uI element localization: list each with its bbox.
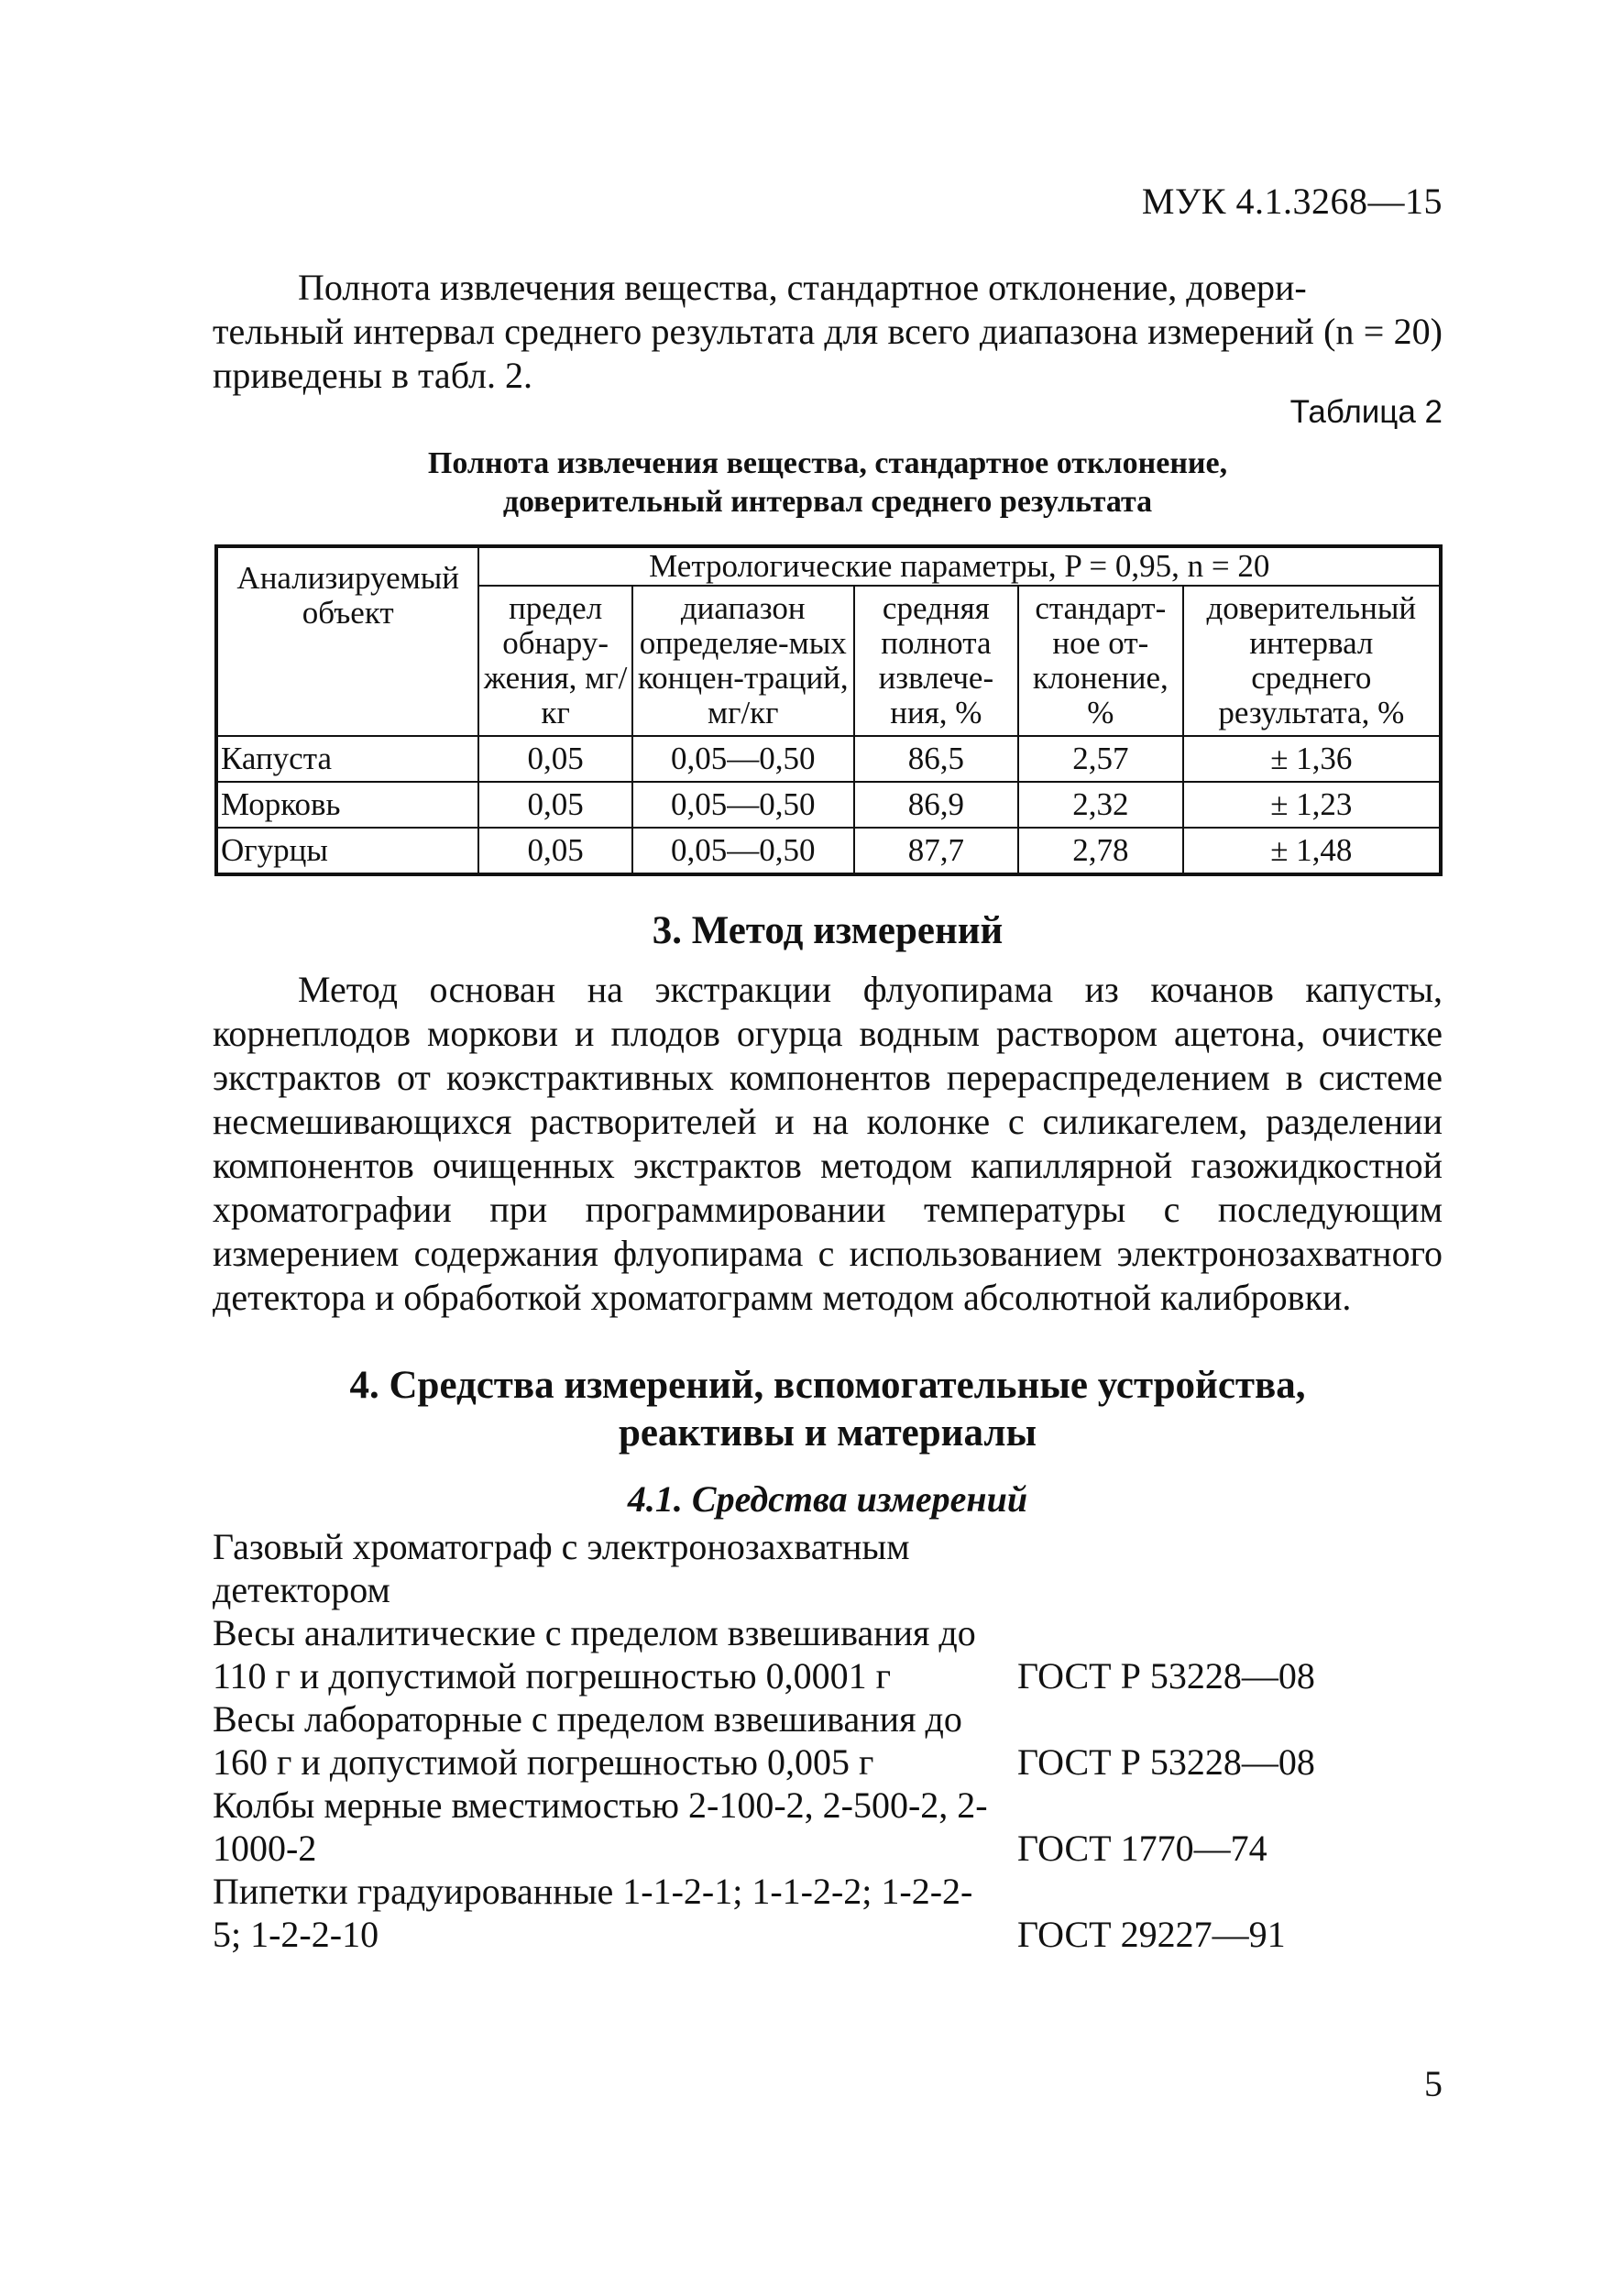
table-caption-line1: Полнота извлечения вещества, стандартное отклонение, <box>427 446 1228 480</box>
table-cell: 0,05—0,50 <box>632 782 854 828</box>
intro-first-line: Полнота извлечения вещества, стандартное отклонение, довери- <box>298 267 1307 308</box>
equipment-name: Весы аналитические с пределом взвешивания до 110 г и допустимой погрешностью 0,0001 г <box>213 1612 976 1697</box>
list-item <box>213 1525 1443 1611</box>
table-header-row <box>216 546 1441 586</box>
equipment-standard: ГОСТ 29227—91 <box>1017 1914 1286 1955</box>
table-cell: 0,05 <box>478 736 631 782</box>
table-row <box>216 828 1441 874</box>
table-cell: Капуста <box>216 736 478 782</box>
table-row <box>216 782 1441 828</box>
section4-subtitle: 4.1. Средства измерений <box>627 1478 1028 1520</box>
equipment-name: Газовый хроматограф с электронозахватным детектором <box>213 1526 910 1610</box>
table-cell: ± 1,48 <box>1183 828 1441 874</box>
table-cell: 2,57 <box>1018 736 1183 782</box>
section3-text: Метод основан на экстракции флуопирама из кочанов капусты, корнеплодов моркови и плодов огурца водным раствором ацетона, очистке экстрактов от коэкстрактивных компонентов перераспределением в системе несмешивающихся растворителей и на колонке с силикагелем, разделении компонентов очищенных экстрактов методом капиллярной газожидкостной хроматографии при программировании температуры с последующим измерением содержания флуопирама с использованием электронозахватного детектора и обработкой хроматограмм методом абсолютной калибровки. <box>213 969 1443 1318</box>
metrology-table <box>214 544 1443 876</box>
table-caption <box>213 445 1443 522</box>
section3-title: 3. Метод измерений <box>652 909 1004 952</box>
table-cell: 86,9 <box>854 782 1018 828</box>
equipment-standard: ГОСТ Р 53228—08 <box>1017 1741 1315 1783</box>
list-item <box>213 1870 1443 1956</box>
section4-title-line2: реактивы и материалы <box>618 1411 1037 1455</box>
equipment-standard: ГОСТ 1770—74 <box>1017 1828 1267 1869</box>
table-cell: Огурцы <box>216 828 478 874</box>
intro-paragraph <box>213 266 1443 398</box>
column-header: доверительный интервал среднего результата, % <box>1183 586 1441 736</box>
equipment-name: Весы лабораторные с пределом взвешивания до 160 г и допустимой погрешностью 0,005 г <box>213 1698 962 1783</box>
table-cell: Морковь <box>216 782 478 828</box>
list-item <box>213 1784 1443 1870</box>
intro-rest: тельный интервал среднего результата для всего диапазона измерений (n = 20) приведены в табл. 2. <box>213 311 1443 396</box>
table-cell: 2,32 <box>1018 782 1183 828</box>
equipment-name: Пипетки градуированные 1-1-2-1; 1-1-2-2; 1-2-2-5; 1-2-2-10 <box>213 1871 973 1955</box>
table-row <box>216 736 1441 782</box>
group-header: Метрологические параметры, P = 0,95, n = 20 <box>478 546 1441 586</box>
equipment-name: Колбы мерные вместимостью 2-100-2, 2-500-2, 2-1000-2 <box>213 1784 988 1869</box>
equipment-standard: ГОСТ Р 53228—08 <box>1017 1655 1315 1697</box>
section4-title <box>213 1362 1443 1457</box>
page-number: 5 <box>1424 2063 1443 2104</box>
section3-paragraph <box>213 968 1443 1320</box>
document-code: МУК 4.1.3268—15 <box>1141 181 1443 222</box>
equipment-list <box>213 1525 1443 1956</box>
section4-title-line1: 4. Средства измерений, вспомогательные устройства, <box>349 1364 1306 1407</box>
table-cell: ± 1,23 <box>1183 782 1441 828</box>
column-header: предел обнару-жения, мг/кг <box>478 586 631 736</box>
table-cell: 0,05 <box>478 782 631 828</box>
table-cell: ± 1,36 <box>1183 736 1441 782</box>
table-cell: 0,05—0,50 <box>632 736 854 782</box>
table-cell: 86,5 <box>854 736 1018 782</box>
table-cell: 0,05 <box>478 828 631 874</box>
list-item <box>213 1611 1443 1697</box>
list-item <box>213 1697 1443 1784</box>
table-cell: 0,05—0,50 <box>632 828 854 874</box>
column-header: стандарт-ное от-клонение, % <box>1018 586 1183 736</box>
table-caption-line2: доверительный интервал среднего результата <box>502 485 1153 519</box>
column-header: средняя полнота извлече-ния, % <box>854 586 1018 736</box>
table-label: Таблица 2 <box>1289 394 1443 430</box>
object-header: Анализируемый объект <box>216 546 478 736</box>
column-header: диапазон определяе-мых концен-траций, мг/кг <box>632 586 854 736</box>
table-cell: 87,7 <box>854 828 1018 874</box>
table-cell: 2,78 <box>1018 828 1183 874</box>
